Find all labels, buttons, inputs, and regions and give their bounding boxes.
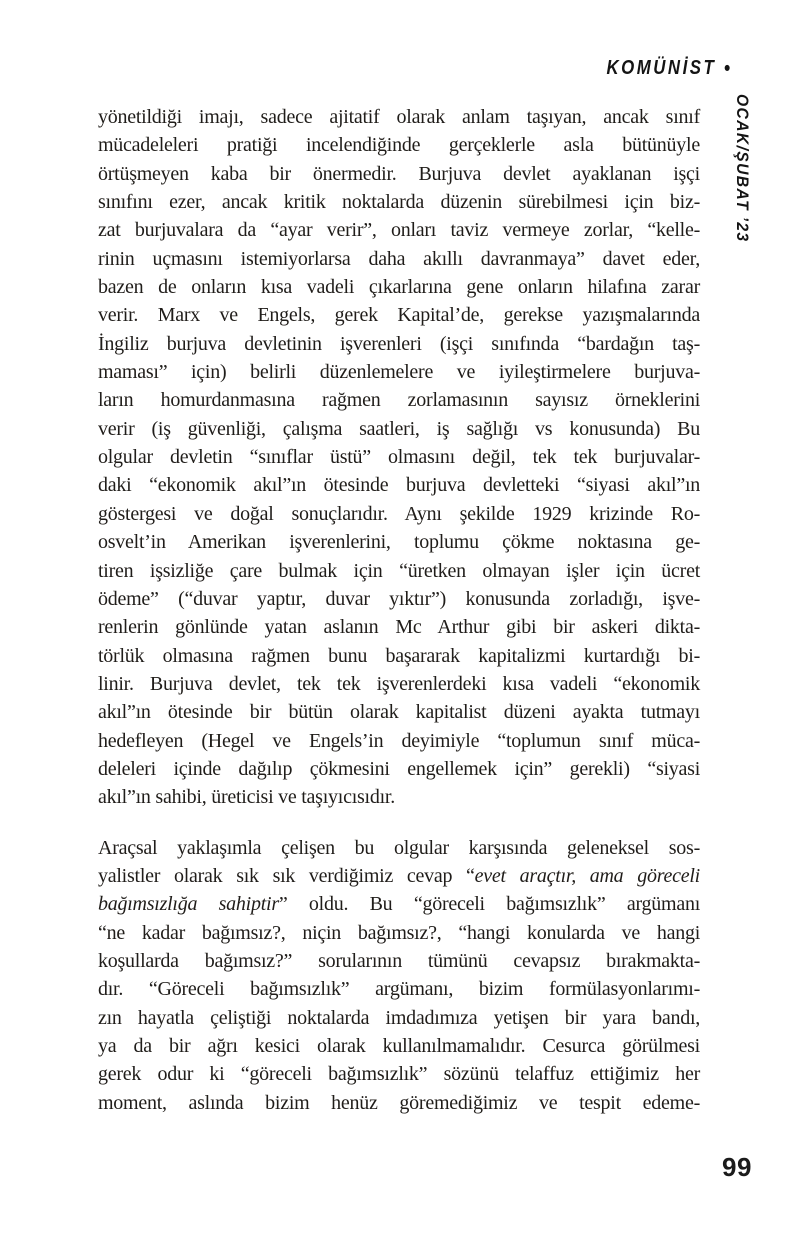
text-line: “ne kadar bağımsız?, niçin bağımsız?, “hangi konularda ve hangi	[98, 921, 700, 944]
text-line: bağımsızlığa sahiptir” oldu. Bu “göreceli bağımsızlık” argümanı	[98, 893, 700, 916]
text-line: örtüşmeyen kaba bir önermedir. Burjuva devlet ayaklanan işçi	[98, 162, 700, 185]
text-line: dır. “Göreceli bağımsızlık” argümanı, bizim formülasyonlarımı-	[98, 978, 700, 1001]
page-number: 99	[722, 1152, 752, 1182]
text-line: ödeme” (“duvar yaptır, duvar yıktır”) konusunda zorladığı, işve-	[98, 587, 700, 610]
issue-label-vertical: OCAK/ŞUBAT ’23	[733, 94, 752, 243]
text-line: tiren işsizliğe çare bulmak için “üretken olmayan işler için ücret	[98, 559, 700, 582]
text-line: zat burjuvalara da “ayar verir”, onları taviz vermeye zorlar, “kelle-	[98, 219, 700, 242]
text-line: yönetildiği imajı, sadece ajitatif olarak anlam taşıyan, ancak sınıf	[98, 106, 700, 128]
text-line: gerek odur ki “göreceli bağımsızlık” sözünü telaffuz ettiğimiz her	[98, 1063, 700, 1086]
text-line: bazen de onların kısa vadeli çıkarlarına gene onların hilafına zarar	[98, 276, 700, 299]
text-line: göstergesi ve doğal sonuçlarıdır. Aynı şekilde 1929 krizinde Ro-	[98, 502, 700, 525]
running-head	[606, 56, 730, 80]
text-line: İngiliz burjuva devletinin işverenleri (işçi sınıfında “bardağın taş-	[98, 332, 700, 355]
text-line: koşullarda bağımsız?” sorularının tümünü cevapsız bırakmakta-	[98, 949, 700, 972]
text-line: hedefleyen (Hegel ve Engels’in deyimiyle “toplumun sınıf müca-	[98, 729, 700, 752]
text-line: sınıfını ezer, ancak kritik noktalarda düzenin sürebilmesi için biz-	[98, 191, 700, 214]
text-line: ların homurdanmasına rağmen zorlamasının sayısız örneklerini	[98, 389, 700, 412]
text-line: törlük olmasına rağmen bunu başararak kapitalizmi kurtardığı bi-	[98, 644, 700, 667]
text-line: moment, aslında bizim henüz göremediğimiz ve tespit edeme-	[98, 1091, 700, 1114]
text-line: verir (iş güvenliği, çalışma saatleri, iş sağlığı vs konusunda) Bu	[98, 417, 700, 440]
paragraph	[98, 834, 700, 1117]
text-line: osvelt’in Amerikan işverenlerini, toplumu çökme noktasına ge-	[98, 531, 700, 554]
text-line: zın hayatla çeliştiği noktalarda imdadımıza yetişen bir yara bandı,	[98, 1006, 700, 1029]
paragraph	[98, 103, 700, 812]
text-line: renlerin gönlünde yatan aslanın Mc Arthur gibi bir askeri dikta-	[98, 616, 700, 639]
text-line: akıl”ın sahibi, üreticisi ve taşıyıcısıdır.	[98, 786, 395, 809]
text-line: daki “ekonomik akıl”ın ötesinde burjuva devletteki “siyasi akıl”ın	[98, 474, 700, 497]
text-line: maması” için) belirli düzenlemelere ve iyileştirmelere burjuva-	[98, 361, 700, 384]
text-line: verir. Marx ve Engels, gerek Kapital’de, gerekse yazışmalarında	[98, 304, 700, 327]
text-line: ya da bir ağrı kesici olarak kullanılmamalıdır. Cesurca görülmesi	[98, 1035, 700, 1057]
text-line: deleleri içinde dağılıp çökmesini engellemek için” gerekli) “siyasi	[98, 757, 700, 780]
text-line: akıl”ın ötesinde bir bütün olarak kapitalist düzeni ayakta tutmayı	[98, 701, 700, 724]
magazine-title: KOMÜNİST	[606, 57, 717, 79]
article-body	[98, 103, 700, 1117]
text-line: yalistler olarak sık sık verdiğimiz cevap “evet araçtır, ama göreceli	[98, 864, 700, 887]
text-line: mücadeleleri pratiği incelendiğinde gerçeklerle asla bütünüyle	[98, 134, 700, 157]
text-line: olgular devletin “sınıflar üstü” olmasını değil, tek tek burjuvalar-	[98, 446, 700, 469]
text-line: rinin uçmasını istemiyorlarsa daha akıllı davranmaya” davet eder,	[98, 247, 700, 270]
header-bullet-icon: •	[723, 57, 730, 80]
text-line: Araçsal yaklaşımla çelişen bu olgular karşısında geleneksel sos-	[98, 836, 700, 859]
text-line: linir. Burjuva devlet, tek tek işverenlerdeki kısa vadeli “ekonomik	[98, 672, 700, 695]
